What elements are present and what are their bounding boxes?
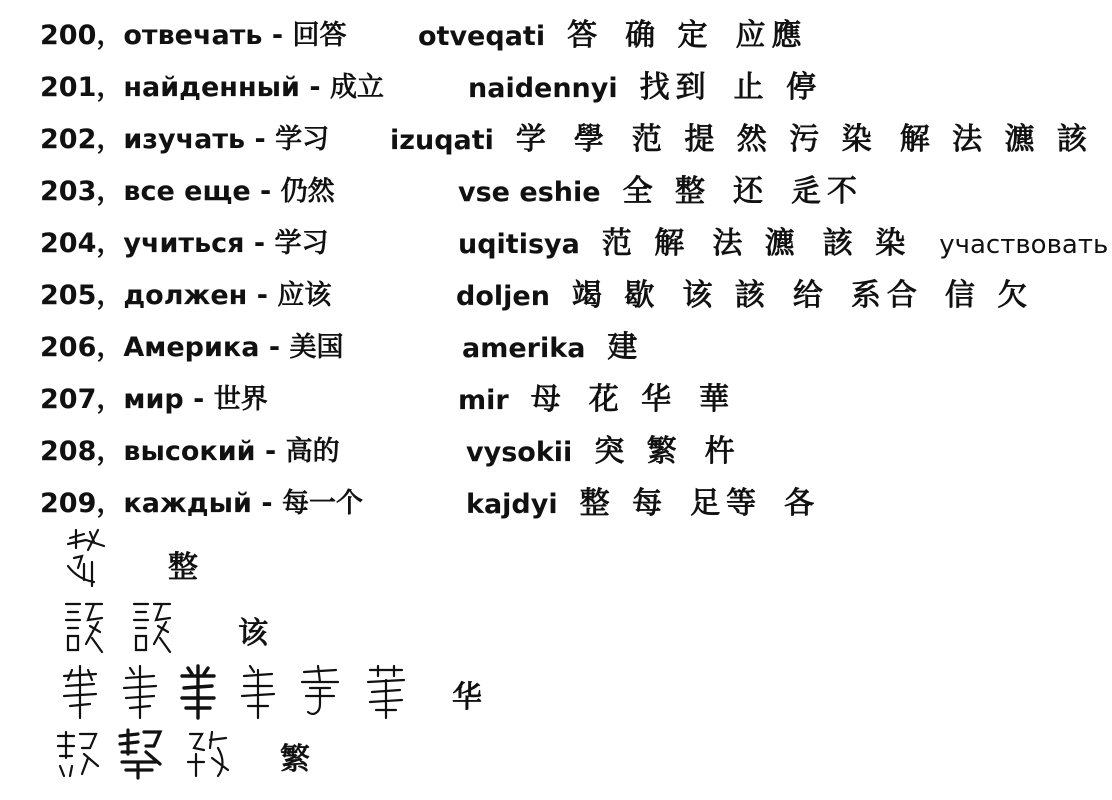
character-group: 花 华 [588, 382, 678, 417]
vocab-row [0, 16, 1112, 56]
character-group: 全 整 [622, 174, 712, 209]
character-group: 还 [733, 174, 770, 209]
seal-glyph-icon [184, 728, 232, 780]
entry-num: 201 [40, 72, 97, 103]
character-group: 范 解 [601, 226, 691, 261]
seal-glyph-icon [120, 664, 160, 720]
character-group: 确 定 [625, 18, 714, 53]
vocab-entry [40, 68, 384, 108]
seal-glyph-icon [364, 664, 408, 720]
seal-glyph-icon [238, 664, 278, 720]
glyph-label: 繁 [280, 742, 310, 777]
character-group: 答 [567, 18, 604, 53]
seal-glyph-icon [62, 598, 106, 658]
character-group: 找到 [639, 70, 712, 105]
character-group: 華 [699, 382, 736, 417]
seal-glyph-icon [130, 598, 174, 658]
vocab-row [0, 380, 1112, 420]
character-groups [640, 70, 844, 105]
character-group: 母 [530, 382, 567, 417]
vocab-row [0, 276, 1112, 316]
entry-ru: найденный [123, 72, 300, 103]
character-group: 杵 [704, 434, 741, 469]
seal-glyph-icon [298, 664, 342, 720]
seal-glyph-icon [64, 528, 110, 592]
related-characters [390, 120, 1112, 164]
entry-zh: 世界 [213, 384, 268, 415]
entry-num: 209 [40, 488, 97, 519]
entry-sep: ， [96, 20, 124, 51]
vocab-entry [40, 328, 343, 368]
related-characters [466, 432, 763, 476]
entry-ru: мир [123, 384, 184, 415]
entry-sep: ， [96, 280, 124, 311]
entry-dash: - [244, 228, 275, 259]
entry-sep: ， [96, 124, 124, 155]
seal-glyph-icon [60, 664, 100, 720]
romanization: kajdyi [466, 489, 558, 520]
entry-dash: - [259, 332, 290, 363]
entry-zh: 学习 [275, 124, 330, 155]
entry-zh: 仍然 [280, 176, 335, 207]
character-group: 突 繁 [594, 434, 683, 469]
character-group: 竭 歇 [571, 278, 661, 313]
character-group: 解 法 瀌 該 [899, 122, 1094, 157]
entry-num: 203 [40, 176, 97, 207]
entry-ru: учиться [123, 228, 245, 259]
character-groups [516, 122, 1112, 157]
entry-dash: - [251, 488, 282, 519]
character-groups [572, 278, 1055, 313]
romanization: vysokii [466, 437, 573, 468]
vocab-entry [40, 224, 329, 264]
ancient-glyph-row-hua [0, 664, 1112, 728]
character-group: 該 染 [822, 226, 912, 261]
romanization: otveqati [418, 21, 546, 52]
character-group: 该 該 [682, 278, 771, 313]
glyph-label: 该 [238, 616, 268, 651]
entry-ru: все еще [123, 176, 251, 207]
entry-sep: ， [96, 488, 124, 519]
related-characters [458, 380, 757, 424]
related-characters [458, 224, 1108, 268]
entry-dash: - [245, 124, 276, 155]
seal-glyph-icon [116, 728, 164, 780]
related-characters [456, 276, 1055, 320]
entry-zh: 回答 [292, 20, 347, 51]
vocab-entry [40, 172, 335, 212]
entry-sep: ， [96, 228, 124, 259]
vocab-row [0, 328, 1112, 368]
related-characters [468, 68, 844, 112]
entry-num: 200 [40, 20, 97, 51]
vocab-row [0, 484, 1112, 524]
entry-sep: ， [96, 332, 124, 363]
character-groups [580, 486, 842, 521]
entry-sep: ， [96, 72, 124, 103]
entry-ru: изучать [123, 124, 246, 155]
glyph-label: 整 [168, 550, 198, 585]
character-groups [602, 226, 933, 261]
character-group: 辵不 [791, 174, 864, 209]
entry-num: 205 [40, 280, 97, 311]
character-groups [607, 330, 665, 365]
vocab-row [0, 172, 1112, 212]
vocab-row [0, 432, 1112, 472]
vocab-row [0, 68, 1112, 108]
vocab-entry [40, 120, 329, 160]
romanization: doljen [456, 281, 550, 312]
entry-zh: 成立 [329, 72, 384, 103]
character-group: 各 [784, 486, 821, 521]
entry-zh: 学习 [274, 228, 329, 259]
character-group: 法 瀌 [712, 226, 801, 261]
ancient-glyph-row-gai [0, 598, 1112, 664]
glyph-label: 华 [452, 680, 482, 715]
related-characters [458, 172, 885, 216]
entry-dash: - [247, 280, 278, 311]
related-characters [466, 484, 842, 528]
entry-ru: Америка [123, 332, 260, 363]
entry-dash: - [262, 20, 293, 51]
seal-glyph-icon [178, 664, 218, 720]
vocab-row [0, 120, 1112, 160]
related-characters [418, 16, 830, 60]
character-group: 學 [573, 122, 610, 157]
character-group: 整 每 [579, 486, 669, 521]
entry-dash: - [250, 176, 281, 207]
entry-num: 207 [40, 384, 97, 415]
entry-sep: ， [96, 384, 124, 415]
character-groups [594, 434, 762, 469]
character-group: 信 欠 [944, 278, 1034, 313]
character-group: 应應 [735, 18, 808, 53]
entry-ru: каждый [123, 488, 252, 519]
character-group: 学 [515, 122, 552, 157]
romanization: izuqati [390, 125, 494, 156]
extra-word: участвовать [939, 230, 1109, 260]
ancient-glyph-row-fan [0, 728, 1112, 788]
entry-num: 208 [40, 436, 97, 467]
romanization: amerika [462, 333, 586, 364]
entry-zh: 应该 [277, 280, 332, 311]
entry-ru: высокий [123, 436, 256, 467]
character-groups [623, 174, 885, 209]
character-group: 给 [792, 278, 829, 313]
character-group: 建 [607, 330, 644, 365]
seal-glyph-icon [54, 728, 102, 780]
character-groups [567, 18, 829, 53]
entry-zh: 每一个 [281, 488, 363, 519]
vocab-entry [40, 380, 268, 420]
entry-dash: - [183, 384, 214, 415]
romanization: naidennyi [468, 73, 618, 104]
entry-ru: отвечать [123, 20, 263, 51]
entry-zh: 高的 [285, 436, 340, 467]
vocab-row [0, 224, 1112, 264]
character-group: 止 停 [733, 70, 823, 105]
character-group: 系合 [850, 278, 923, 313]
romanization: vse eshie [458, 177, 601, 208]
entry-sep: ， [96, 436, 124, 467]
entry-ru: должен [123, 280, 248, 311]
entry-num: 204 [40, 228, 97, 259]
entry-dash: - [299, 72, 330, 103]
vocab-entry [40, 16, 346, 56]
vocab-entry [40, 276, 331, 316]
vocab-entry [40, 484, 363, 524]
entry-sep: ， [96, 176, 124, 207]
romanization: mir [458, 385, 509, 416]
entry-num: 206 [40, 332, 97, 363]
related-characters [462, 328, 665, 372]
ancient-glyph-row-zheng [0, 528, 1112, 598]
entry-dash: - [255, 436, 286, 467]
entry-zh: 美国 [289, 332, 344, 363]
vocab-entry [40, 432, 340, 472]
character-group: 足等 [690, 486, 763, 521]
romanization: uqitisya [458, 229, 580, 260]
character-groups [531, 382, 757, 417]
entry-num: 202 [40, 124, 97, 155]
character-group: 范 提 然 污 染 [631, 122, 878, 157]
